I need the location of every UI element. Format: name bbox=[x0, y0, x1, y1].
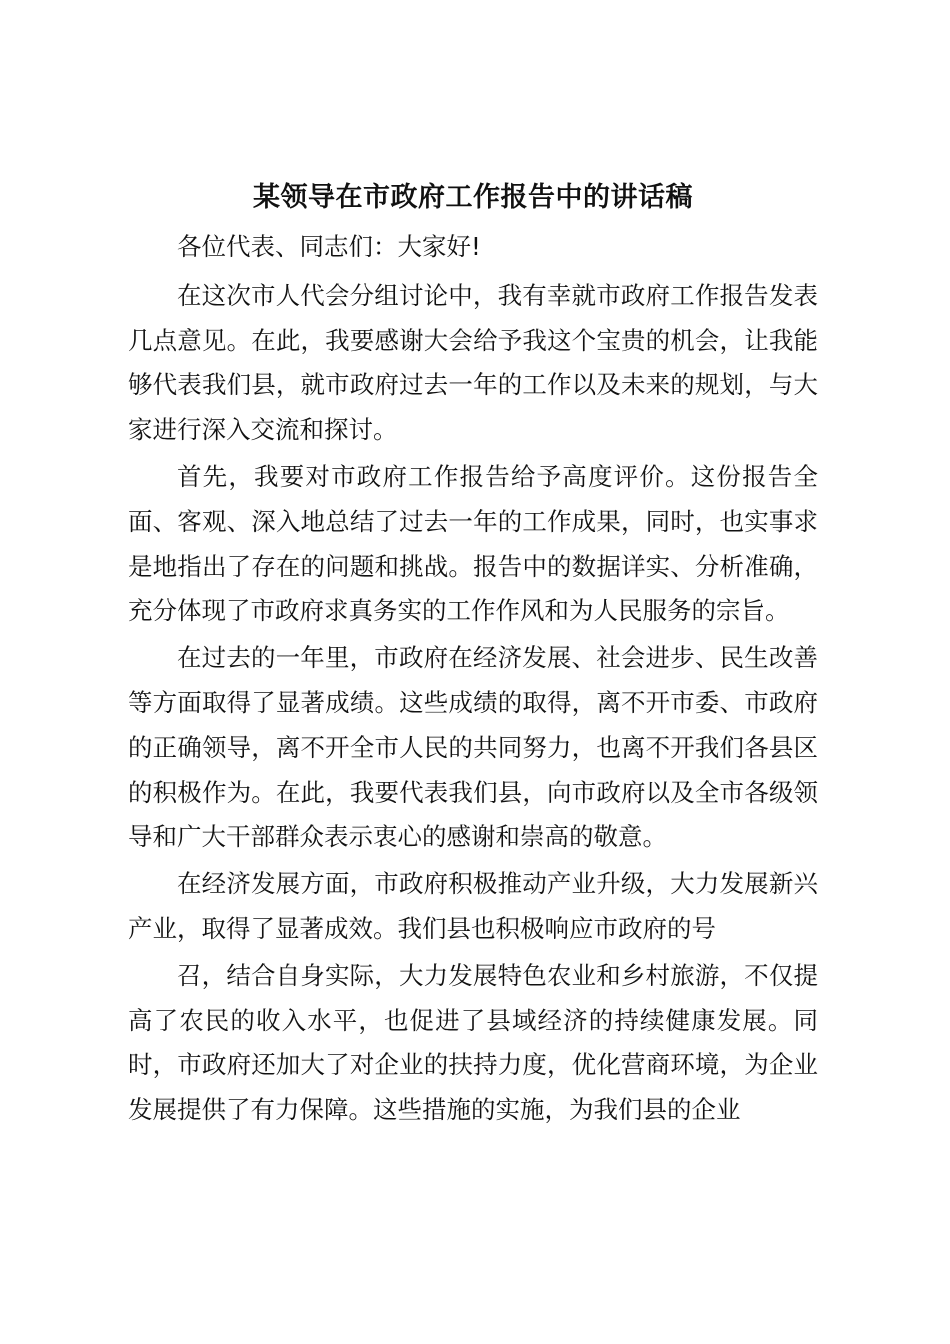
paragraph-4: 在经济发展方面，市政府积极推动产业升级，大力发展新兴产业，取得了显著成效。我们县也积极响应市政府的号 bbox=[128, 869, 818, 943]
document-title: 某领导在市政府工作报告中的讲话稿 bbox=[253, 182, 693, 213]
paragraph-2: 首先，我要对市政府工作报告给予高度评价。这份报告全面、客观、深入地总结了过去一年的工作成果，同时，也实事求是地指出了存在的问题和挑战。报告中的数据详实、分析准确，充分体现了市政府求真务实的工作作风和为人民服务的宗旨。 bbox=[128, 461, 818, 626]
paragraph-3: 在过去的一年里，市政府在经济发展、社会进步、民生改善等方面取得了显著成绩。这些成绩的取得，离不开市委、市政府的正确领导，离不开全市人民的共同努力，也离不开我们各县区的积极作为。在此，我要代表我们县，向市政府以及全市各级领导和广大干部群众表示衷心的感谢和崇高的敬意。 bbox=[128, 643, 818, 852]
document-page bbox=[128, 175, 818, 1135]
paragraph-1: 在这次市人代会分组讨论中，我有幸就市政府工作报告发表几点意见。在此，我要感谢大会给予我这个宝贵的机会，让我能够代表我们县，就市政府过去一年的工作以及未来的规划，与大家进行深入交流和探讨。 bbox=[128, 280, 818, 445]
greeting-line: 各位代表、同志们：大家好! bbox=[177, 232, 481, 261]
paragraph-5: 召，结合自身实际，大力发展特色农业和乡村旅游，不仅提高了农民的收入水平，也促进了县域经济的持续健康发展。同时，市政府还加大了对企业的扶持力度，优化营商环境，为企业发展提供了有力保障。这些措施的实施，为我们县的企业 bbox=[128, 960, 818, 1125]
